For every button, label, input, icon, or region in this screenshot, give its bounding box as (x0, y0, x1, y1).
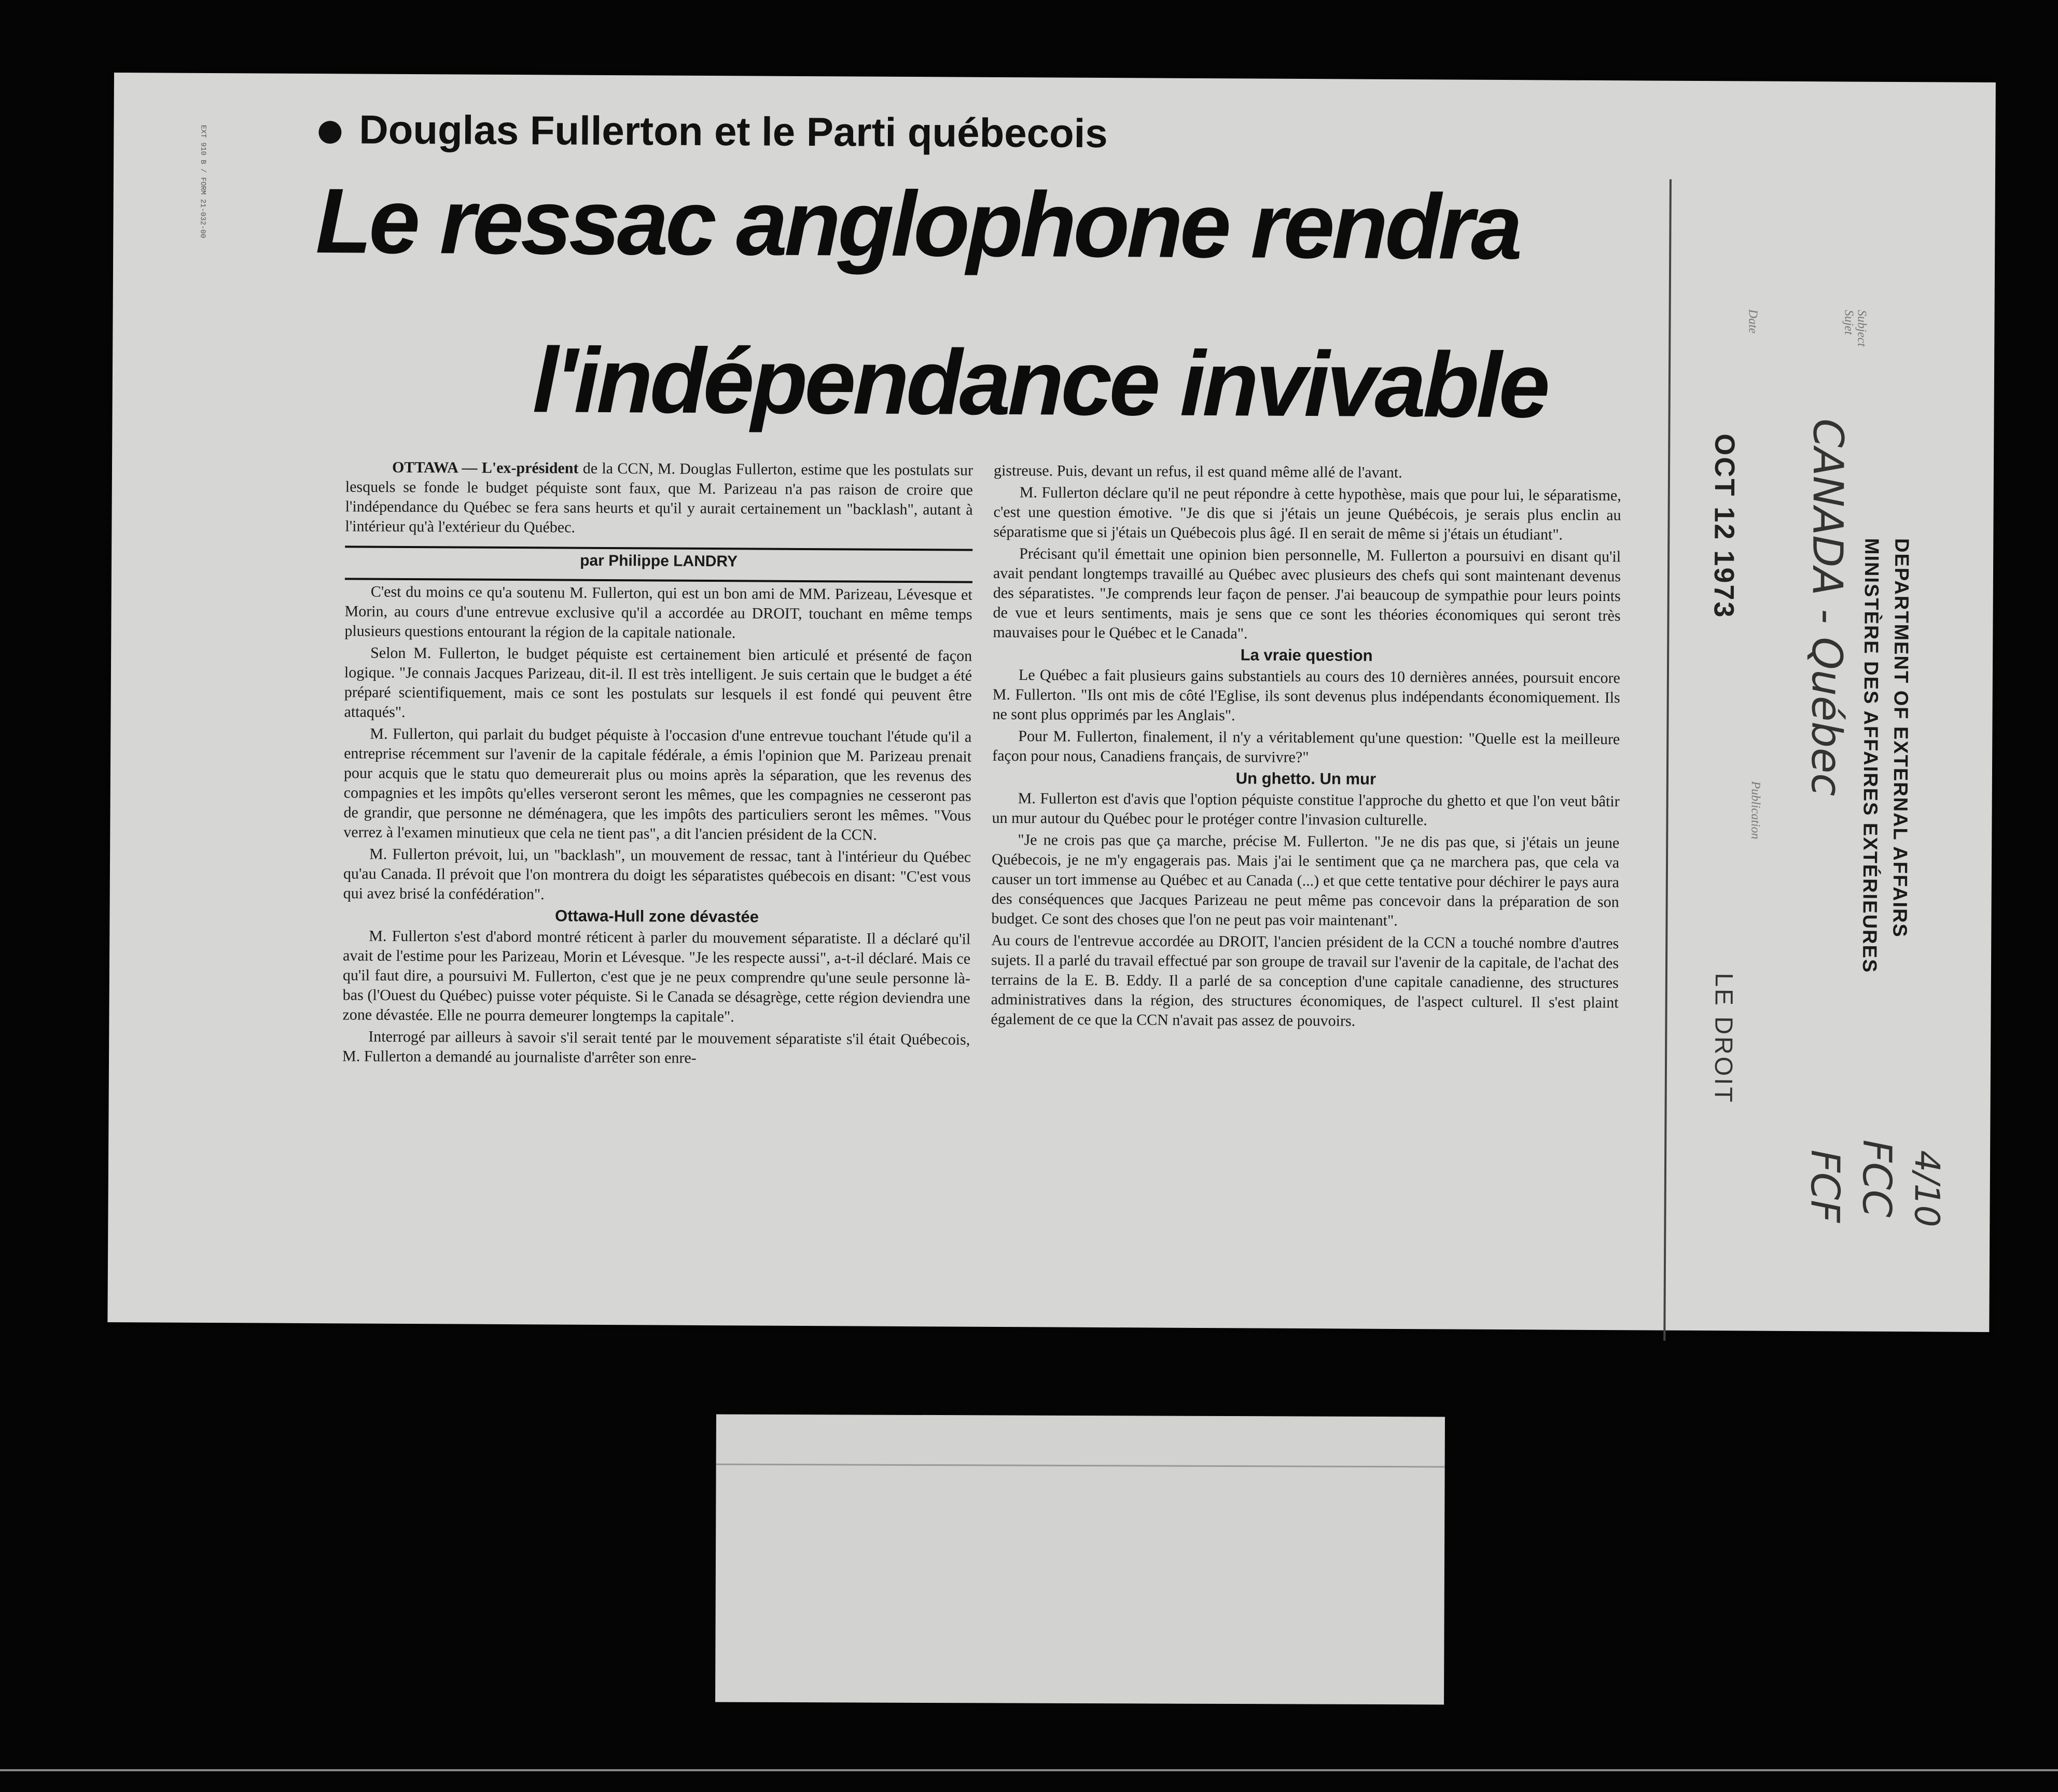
department-en: DEPARTMENT OF EXTERNAL AFFAIRS (1888, 538, 1913, 938)
paragraph: M. Fullerton s'est d'abord montré réticent à parler du mouvement séparatiste. Il a déclaré qu'il avait de l'estime pour les Parizeau, Morin et Lévesque. "Je les respecte aussi", a-t-il déclaré. Mais ce qu'il faut dire, a poursuivi M. Fullerton, c'est que je ne peux comprendre qu'une seule personne là-bas (l'Ouest du Québec) puisse voter péquiste. Si le Canada se désagrège, cette région deviendra une zone dévastée. Elle ne pourra demeurer longtemps la capitale". (342, 927, 971, 1026)
paragraph: Interrogé par ailleurs à savoir s'il serait tenté par le mouvement séparatiste s'il était Québecois, M. Fullerton a demandé au journaliste d'arrêter son enre- (342, 1028, 970, 1067)
handwritten-ref: 4/10 (1907, 1150, 1948, 1227)
paragraph: M. Fullerton, qui parlait du budget péquiste à l'occasion d'une entrevue touchant l'étude qu'il a entreprise récemment sur l'avenir de la capitale fédérale, a émis l'opinion que M. Parizeau prenait pour acquis que le statu quo demeurerait plus ou moins après la séparation, que les revenus des compagnies et les impôts qu'elles verseront seront les mêmes, que les compagnies ne cesseront pas de grandir, que personne ne déménagera, que les impôts des particuliers seront les mêmes. "Vous verrez à l'examen minutieux que cela ne tient pas", a dit l'ancien président de la CCN. (343, 725, 972, 844)
department-header (1854, 538, 1916, 974)
paragraph: C'est du moins ce qu'a soutenu M. Fullerton, qui est un bon ami de MM. Parizeau, Lévesque et Morin, au cours d'une entrevue exclusive qu'il a accordée au DROIT, touchant en même temps plusieurs questions entourant la région de la capitale nationale. (344, 583, 972, 642)
article-column-2 (991, 461, 1621, 1034)
lede-text: de la CCN, M. Douglas Fullerton, estime que les postulats sur lesquels se fonde le budget péquiste sont faux, que M. Parizeau n'a pas raison de croire que l'indépendance du Québec se fera sans heurts et qu'il y aurait certainement un "backlash", autant à l'intérieur qu'à l'extérieur du Québec. (345, 459, 974, 536)
paragraph: Pour M. Fullerton, finalement, il n'y a véritablement qu'une question: "Quelle est la meilleure façon pour nous, Canadiens français, de survivre?" (992, 727, 1620, 766)
handwritten-file-fcc: FCC (1854, 1139, 1901, 1217)
dateline: OTTAWA — L'ex-président (392, 458, 579, 477)
scan-edge-line (0, 1769, 2058, 1771)
paragraph: Précisant qu'il émettait une opinion bien personnelle, M. Fullerton a poursuivi en disant qu'il avait pendant longtemps travaillé au Québec avec plusieurs des chefs qui sont maintenant devenus des séparatistes. "Je comprends leur façon de penser. J'ai beaucoup de sympathie pour leurs points de vue et leurs sentiments, mais je sens que ce sont les théories économiques qui seront très mauvaises pour le Québec et le Canada". (993, 545, 1621, 642)
headline-line-1: Le ressac anglophone rendra (315, 169, 1520, 279)
label-sujet: Sujet (1842, 310, 1856, 335)
subhead-ottawa-hull: Ottawa-Hull zone dévastée (555, 906, 759, 926)
byline: par Philippe LANDRY (580, 552, 738, 570)
paragraph: gistreuse. Puis, devant un refus, il est quand même allé de l'avant. (993, 461, 1402, 482)
date-stamp: OCT 12 1973 (1708, 433, 1741, 619)
slip-rule (716, 1464, 1445, 1468)
handwritten-subject: CANADA - Québec (1802, 418, 1853, 796)
department-fr: MINISTÈRE DES AFFAIRES EXTÉRIEURES (1858, 538, 1883, 974)
label-subject: Subject (1855, 310, 1869, 347)
paragraph: M. Fullerton prévoit, lui, un "backlash", un mouvement de ressac, tant à l'intérieur du Québec qu'au Canada. Il prévoit que l'on montrera du doigt les séparatistes québecois en disant: "C'est vous qui avez brisé la confédération". (343, 845, 971, 903)
clipping-form-sheet (107, 73, 1996, 1332)
headline-line-2: l'indépendance invivable (532, 328, 1548, 437)
bullet-icon (318, 121, 341, 144)
kicker-text: Douglas Fullerton et le Parti québecois (359, 106, 1108, 157)
lede-paragraph (345, 457, 973, 539)
handwritten-file-fcf: FCF (1802, 1150, 1849, 1223)
article-column-1 (342, 457, 973, 1071)
article-kicker (318, 106, 1511, 159)
subhead-vraie-question: La vraie question (1240, 646, 1373, 665)
form-code: EXT 910 B / FORM 21-032-00 (198, 124, 207, 239)
divider-rule (345, 545, 972, 551)
paragraph: Le Québec a fait plusieurs gains substantiels au cours des 10 dernières années, poursuit encore M. Fullerton. "Ils ont mis de côté l'Eglise, ils sont devenus plus indépendants économiquement. Ils ne sont plus opprimés par les Anglais". (992, 666, 1621, 724)
paragraph: Au cours de l'entrevue accordée au DROIT, l'ancien président de la CCN a touché nombre d'autres sujets. Il a parlé du travail effectué par son groupe de travail sur l'avenir de la capitale, de l'achat des terrains de la E. B. Eddy. Il a parlé de sa conception d'une capitale canadienne, des structures administratives dans la région, des structures économiques, de l'aspect culturel. Il s'est plaint également de ce que la CCN n'avait pas assez de pouvoirs. (991, 931, 1619, 1030)
label-date: Date (1746, 309, 1760, 334)
subhead-ghetto: Un ghetto. Un mur (1235, 769, 1376, 788)
blank-index-slip (715, 1415, 1445, 1705)
publication-stamp: LE DROIT (1709, 973, 1737, 1104)
paragraph: M. Fullerton est d'avis que l'option péquiste constitue l'approche du ghetto et que l'on veut bâtir un mur autour du Québec pour le protéger contre l'invasion culturelle. (992, 790, 1620, 829)
paragraph: Selon M. Fullerton, le budget péquiste est certainement bien articulé et présenté de façon logique. "Je connais Jacques Parizeau, dit-il. Il est très intelligent. Je suis certain que le budget a été préparé scientifiquement, mais ce sont les postulats sur lesquels il est fondé qui peuvent être attaqués". (344, 644, 972, 721)
paragraph: "Je ne crois pas que ça marche, précise M. Fullerton. "Je ne dis pas que, si j'étais un jeune Québecois, je ne m'y engagerais pas. Mais j'ai le sentiment que ça ne marchera pas, que cela va causer un tort immense au Québec et au Canada (...) et que cette tentative pour déchirer le pays aura des conséquences que Jacques Parizeau ne peut même pas concevoir dans la préparation de son budget. Ce sont des choses que l'on ne peut pas voir maintenant". (991, 831, 1620, 929)
paragraph: M. Fullerton déclare qu'il ne peut répondre à cette hypothèse, mais que pour lui, le séparatisme, c'est une question émotive. "Je dis que si j'étais un jeune Québécois, je serais plus enclin au séparatisme que si j'étais un Québecois plus âgé. Il en serait de même si j'étais un étudiant". (993, 484, 1621, 543)
label-publication: Publication (1748, 781, 1762, 839)
